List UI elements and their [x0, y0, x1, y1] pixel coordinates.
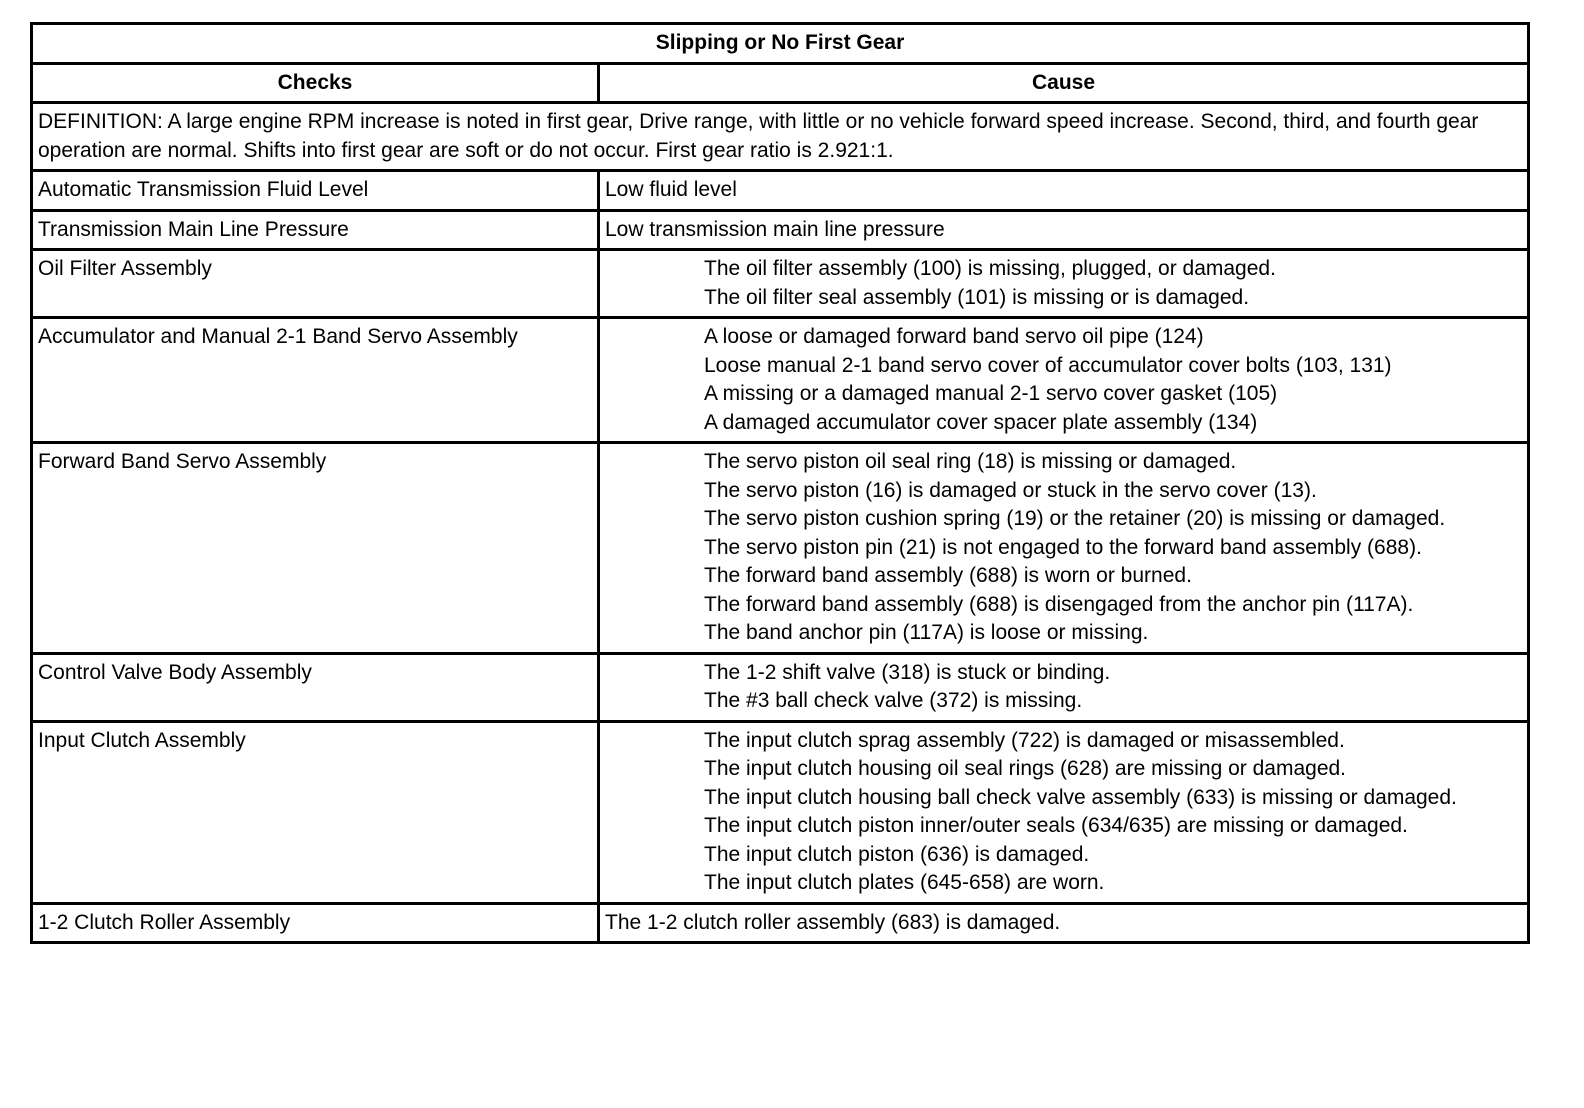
cause-line: The servo piston oil seal ring (18) is missing or damaged. [704, 450, 1237, 473]
cause-line: The oil filter seal assembly (101) is missing or is damaged. [704, 285, 1250, 309]
cause-list [605, 323, 1521, 437]
check-cell: 1-2 Clutch Roller Assembly [32, 903, 599, 943]
table-row [32, 653, 1529, 721]
check-cell: Transmission Main Line Pressure [32, 210, 599, 250]
cause-line: The servo piston pin (21) is not engaged to the forward band assembly (688). [704, 535, 1422, 559]
cause-cell [599, 903, 1529, 943]
cause-line: Low fluid level [605, 178, 737, 201]
table-row [32, 250, 1529, 318]
cause-line: The input clutch plates (645-658) are worn. [704, 871, 1105, 894]
table-row [32, 903, 1529, 943]
table-row [32, 443, 1529, 654]
cause-column-header: Cause [599, 63, 1529, 103]
cause-line: The forward band assembly (688) is disengaged from the anchor pin (117A). [704, 592, 1414, 616]
cause-list [605, 727, 1521, 898]
cause-list [605, 216, 1521, 245]
cause-cell [599, 250, 1529, 318]
check-cell: Oil Filter Assembly [32, 250, 599, 318]
cause-cell [599, 210, 1529, 250]
header-row [32, 63, 1529, 103]
cause-line: The servo piston (16) is damaged or stuck in the servo cover (13). [704, 478, 1317, 502]
checks-column-header: Checks [32, 63, 599, 103]
check-cell: Forward Band Servo Assembly [32, 443, 599, 654]
cause-line: A damaged accumulator cover spacer plate assembly (134) [704, 410, 1258, 434]
title-row [32, 24, 1529, 64]
cause-line: A missing or a damaged manual 2-1 servo cover gasket (105) [704, 382, 1278, 405]
cause-list [605, 659, 1521, 716]
check-cell: Automatic Transmission Fluid Level [32, 171, 599, 211]
cause-line: The input clutch sprag assembly (722) is damaged or misassembled. [704, 728, 1345, 752]
cause-cell [599, 318, 1529, 443]
cause-line: Low transmission main line pressure [605, 217, 945, 241]
cause-line: The input clutch piston (636) is damaged. [704, 842, 1090, 866]
definition-cell [32, 103, 1529, 171]
cause-line: A loose or damaged forward band servo oil pipe (124) [704, 325, 1204, 348]
cause-cell [599, 721, 1529, 903]
cause-list [605, 176, 1521, 205]
definition-row [32, 103, 1529, 171]
cause-cell [599, 443, 1529, 654]
cause-line: The #3 ball check valve (372) is missing. [704, 689, 1083, 712]
check-cell: Accumulator and Manual 2-1 Band Servo Assembly [32, 318, 599, 443]
check-cell: Control Valve Body Assembly [32, 653, 599, 721]
cause-line: The input clutch housing oil seal rings (628) are missing or damaged. [704, 757, 1347, 780]
table-row [32, 318, 1529, 443]
cause-list [605, 448, 1521, 648]
cause-line: The oil filter assembly (100) is missing, plugged, or damaged. [704, 257, 1276, 280]
cause-list [605, 255, 1521, 312]
cause-line: The 1-2 clutch roller assembly (683) is damaged. [605, 910, 1061, 934]
table-title: Slipping or No First Gear [32, 24, 1529, 64]
table-row [32, 210, 1529, 250]
cause-line: Loose manual 2-1 band servo cover of accumulator cover bolts (103, 131) [704, 353, 1392, 377]
diagnostic-table [30, 22, 1530, 944]
cause-line: The forward band assembly (688) is worn or burned. [704, 564, 1192, 587]
cause-cell [599, 653, 1529, 721]
table-row [32, 171, 1529, 211]
table-body [32, 103, 1529, 943]
cause-line: The 1-2 shift valve (318) is stuck or binding. [704, 660, 1111, 684]
definition-text: DEFINITION: A large engine RPM increase is noted in first gear, Drive range, with little or no vehicle forward speed increase. Second, third, and fourth gear operation are normal. Shifts into first gear are soft or do not occur. First gear ratio is 2.921:1. [38, 110, 1479, 162]
cause-line: The input clutch housing ball check valve assembly (633) is missing or damaged. [704, 785, 1457, 809]
check-cell: Input Clutch Assembly [32, 721, 599, 903]
table-row [32, 721, 1529, 903]
cause-line: The band anchor pin (117A) is loose or missing. [704, 621, 1149, 644]
cause-list [605, 909, 1521, 938]
cause-line: The servo piston cushion spring (19) or the retainer (20) is missing or damaged. [704, 507, 1446, 530]
cause-line: The input clutch piston inner/outer seals (634/635) are missing or damaged. [704, 814, 1408, 837]
cause-cell [599, 171, 1529, 211]
